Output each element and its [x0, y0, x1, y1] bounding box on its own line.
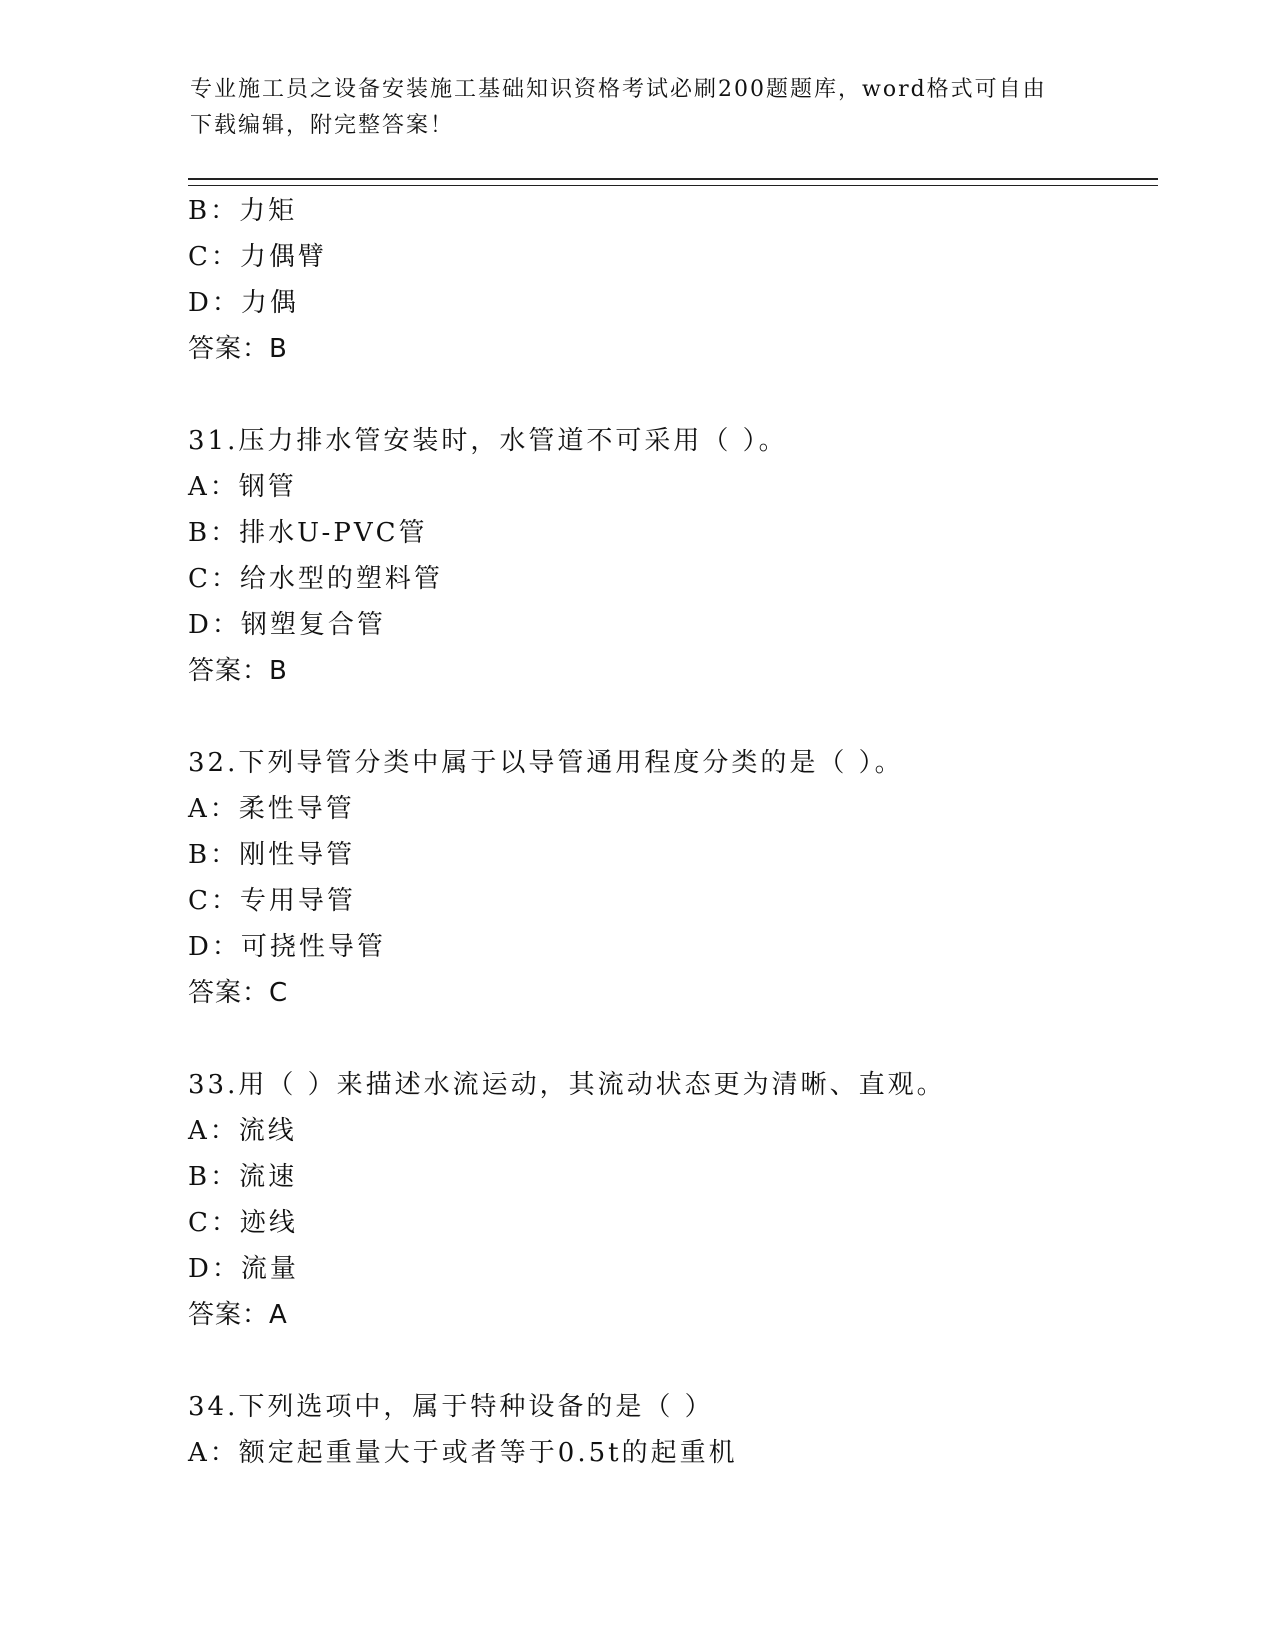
option-a: A：流线 — [188, 1116, 297, 1146]
answer: 答案：C — [188, 978, 289, 1008]
question-stem: 31.压力排水管安装时，水管道不可采用（ ）。 — [188, 426, 788, 456]
option-a: A：柔性导管 — [188, 794, 355, 824]
header-divider — [188, 178, 1158, 186]
answer: 答案：A — [188, 1300, 288, 1330]
question-list — [188, 188, 1158, 1476]
answer: 答案：B — [188, 334, 288, 364]
option-d: D：钢塑复合管 — [188, 610, 386, 640]
option-c: C：给水型的塑料管 — [188, 564, 443, 594]
option-d: D：可挠性导管 — [188, 932, 386, 962]
header-line-1: 专业施工员之设备安装施工基础知识资格考试必刷200题题库，word格式可自由 — [190, 77, 1047, 102]
question-stem: 33.用（ ）来描述水流运动，其流动状态更为清晰、直观。 — [188, 1070, 946, 1100]
answer: 答案：B — [188, 656, 288, 686]
option-c: C：迹线 — [188, 1208, 298, 1238]
option-d: D：力偶 — [188, 288, 299, 318]
option-d: D：流量 — [188, 1254, 299, 1284]
option-c: C：力偶臂 — [188, 242, 327, 272]
option-c: C：专用导管 — [188, 886, 356, 916]
question-stem: 34.下列选项中，属于特种设备的是（ ） — [188, 1392, 714, 1422]
option-a: A：额定起重量大于或者等于0.5t的起重机 — [188, 1438, 738, 1468]
option-b: B：刚性导管 — [188, 840, 356, 870]
option-b: B：力矩 — [188, 196, 298, 226]
option-b: B：流速 — [188, 1162, 298, 1192]
header-line-2: 下载编辑，附完整答案！ — [190, 113, 455, 138]
option-b: B：排水U-PVC管 — [188, 518, 428, 548]
document-header — [190, 72, 1090, 144]
option-a: A：钢管 — [188, 472, 297, 502]
question-stem: 32.下列导管分类中属于以导管通用程度分类的是（ ）。 — [188, 748, 904, 778]
